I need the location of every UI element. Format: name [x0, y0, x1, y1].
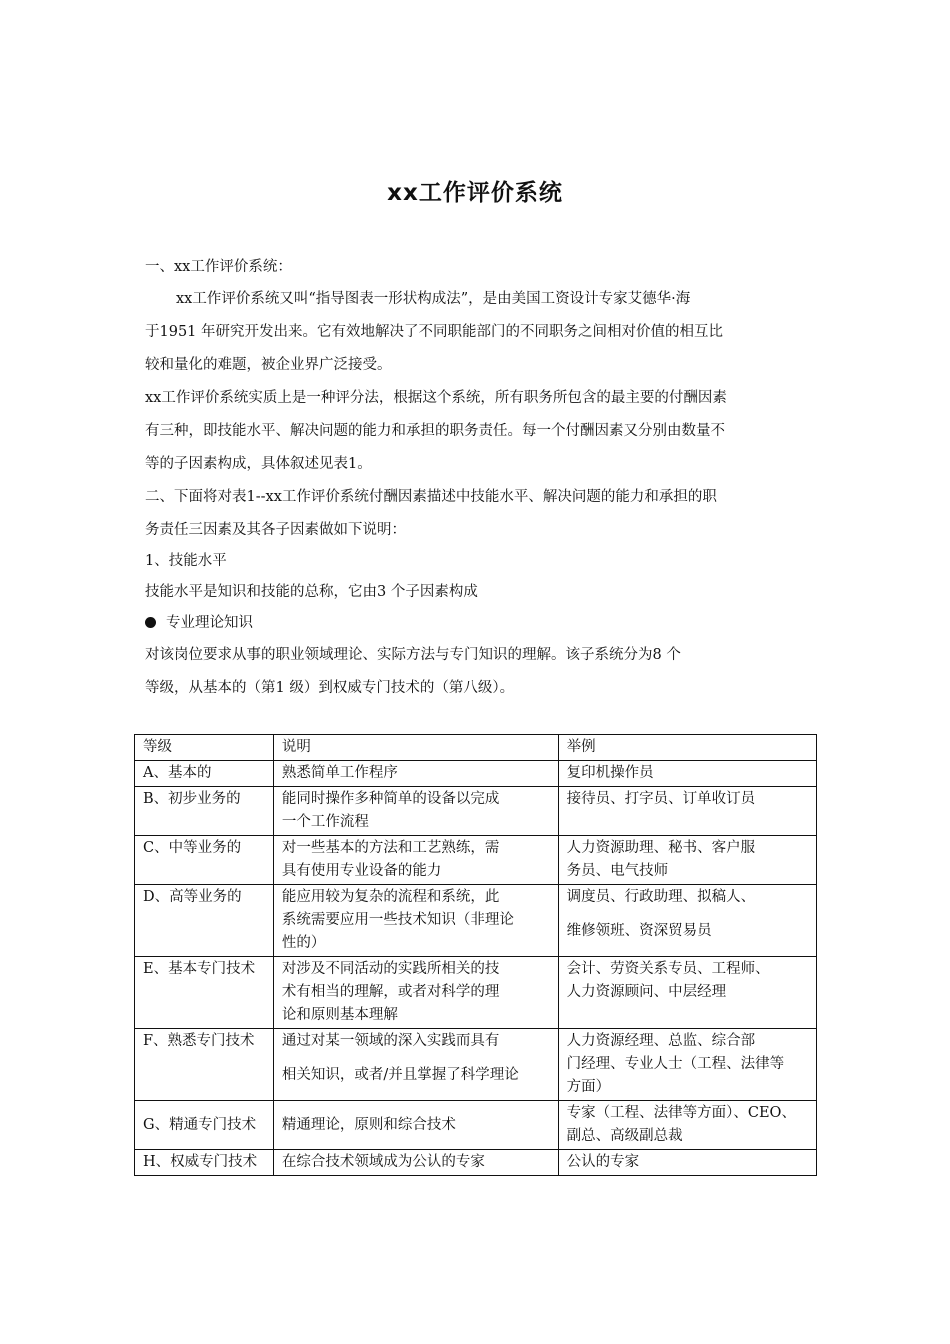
table-row: [135, 761, 817, 787]
example-cell: [558, 957, 816, 1029]
example-cell: [558, 787, 816, 836]
cell-line: 能应用较为复杂的流程和系统，此: [281, 889, 500, 905]
description-cell: [273, 1150, 558, 1176]
table-header: 等级: [135, 735, 274, 761]
cell-line: 会计、劳资关系专员、工程师、: [566, 961, 770, 977]
paragraph-line: 等级，从基本的（第1 级）到权威专门技术的（第八级）。: [145, 680, 515, 696]
table-row: [135, 787, 817, 836]
table-row: [135, 836, 817, 885]
description-cell: [273, 1101, 558, 1150]
cell-line: 专家（工程、法律等方面）、CEO、: [566, 1105, 796, 1121]
grade-cell: C、中等业务的: [135, 836, 274, 885]
cell-line: 熟悉简单工作程序: [281, 765, 398, 781]
cell-line: 具有使用专业设备的能力: [281, 863, 442, 879]
grade-cell: G、精通专门技术: [135, 1101, 274, 1150]
cell-line: 务员、电气技师: [566, 863, 669, 879]
cell-line: 人力资源经理、总监、综合部: [566, 1033, 756, 1049]
cell-line: 性的）: [281, 935, 326, 951]
example-cell: [558, 1029, 816, 1101]
grade-cell: E、基本专门技术: [135, 957, 274, 1029]
section-2-line: 务责任三因素及其各子因素做如下说明：: [145, 522, 406, 538]
paragraph-line: 有三种，即技能水平、解决问题的能力和承担的职务责任。每一个付酬因素又分别由数量不: [145, 423, 725, 439]
section-2-line: 二、下面将对表1--xx工作评价系统付酬因素描述中技能水平、解决问题的能力和承担的职: [145, 489, 717, 505]
cell-line: 对涉及不同活动的实践所相关的技: [281, 961, 500, 977]
table-header-row: [135, 735, 817, 761]
cell-line: 门经理、专业人士（工程、法律等: [566, 1056, 785, 1072]
paragraph-line: 等的子因素构成，具体叙述见表1。: [145, 456, 372, 472]
example-cell: [558, 836, 816, 885]
cell-line: 通过对某一领域的深入实践而具有: [281, 1033, 500, 1049]
cell-line: 副总、高级副总裁: [566, 1128, 683, 1144]
cell-line: 术有相当的理解，或者对科学的理: [281, 984, 500, 1000]
description-cell: [273, 787, 558, 836]
table-row: [135, 1029, 817, 1101]
cell-line: 接待员、打字员、订单收订员: [566, 791, 756, 807]
section-3-heading: 1、技能水平: [145, 553, 227, 569]
description-cell: [273, 836, 558, 885]
cell-line: 精通理论，原则和综合技术: [281, 1116, 456, 1133]
cell-line: 相关知识，或者/并且掌握了科学理论: [281, 1067, 519, 1083]
paragraph-line: 于1951 年研究开发出来。它有效地解决了不同职能部门的不同职务之间相对价值的相互比: [145, 324, 724, 340]
cell-line: 调度员、行政助理、拟稿人、: [566, 889, 756, 905]
example-cell: [558, 885, 816, 957]
example-cell: [558, 1150, 816, 1176]
bullet-dot-icon: [145, 617, 156, 628]
description-cell: [273, 1029, 558, 1101]
cell-line: 方面）: [566, 1079, 611, 1095]
cell-line: 复印机操作员: [566, 765, 654, 781]
grade-cell: A、基本的: [135, 761, 274, 787]
grade-table: [134, 734, 817, 1176]
cell-line: 公认的专家: [566, 1154, 640, 1170]
description-cell: [273, 885, 558, 957]
table-header: 说明: [273, 735, 558, 761]
cell-line: 人力资源顾问、中层经理: [566, 984, 727, 1000]
grade-cell: F、熟悉专门技术: [135, 1029, 274, 1101]
cell-line: 人力资源助理、秘书、客户服: [566, 840, 756, 856]
paragraph-line: 较和量化的难题，被企业界广泛接受。: [145, 357, 392, 373]
description-cell: [273, 957, 558, 1029]
cell-line: 系统需要应用一些技术知识（非理论: [281, 912, 514, 928]
cell-line: 维修领班、资深贸易员: [566, 923, 712, 939]
cell-line: 一个工作流程: [281, 814, 369, 830]
paragraph-line: xx工作评价系统实质上是一种评分法，根据这个系统，所有职务所包含的最主要的付酬因素: [145, 390, 727, 406]
grade-cell: D、高等业务的: [135, 885, 274, 957]
bullet-label: 专业理论知识: [166, 615, 253, 631]
paragraph-line: xx工作评价系统又叫“指导图表一形状构成法”，是由美国工资设计专家艾德华·海: [176, 291, 691, 307]
table-row: [135, 957, 817, 1029]
table-row: [135, 885, 817, 957]
document-title: xx工作评价系统: [387, 180, 563, 206]
example-cell: [558, 1101, 816, 1150]
cell-line: 对一些基本的方法和工艺熟练，需: [281, 840, 500, 856]
paragraph-line: 技能水平是知识和技能的总称，它由3 个子因素构成: [145, 584, 478, 600]
cell-line: 在综合技术领域成为公认的专家: [281, 1154, 485, 1170]
table-row: [135, 1150, 817, 1176]
section-1-heading: 一、xx工作评价系统：: [145, 259, 292, 275]
grade-cell: B、初步业务的: [135, 787, 274, 836]
paragraph-line: 对该岗位要求从事的职业领域理论、实际方法与专门知识的理解。该子系统分为8 个: [145, 647, 681, 663]
cell-line: 能同时操作多种简单的设备以完成: [281, 791, 500, 807]
example-cell: [558, 761, 816, 787]
table-row: [135, 1101, 817, 1150]
description-cell: [273, 761, 558, 787]
grade-cell: H、权威专门技术: [135, 1150, 274, 1176]
bullet-item: [145, 611, 817, 632]
cell-line: 论和原则基本理解: [281, 1007, 398, 1023]
table-header: 举例: [558, 735, 816, 761]
